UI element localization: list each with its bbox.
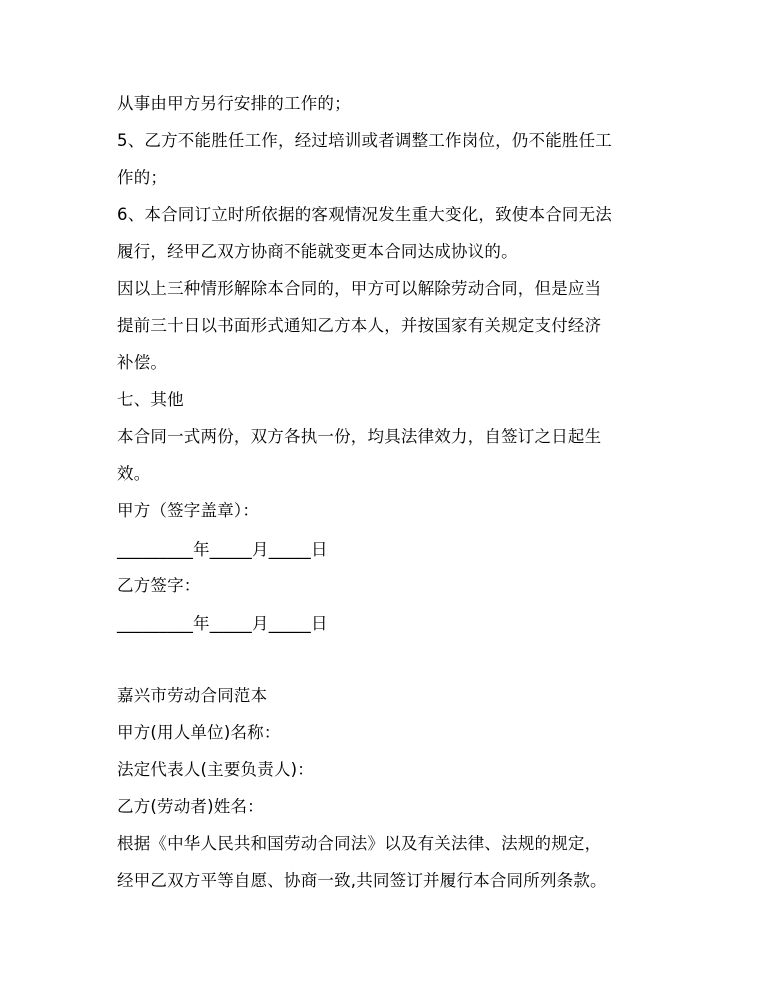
contract-title: 嘉兴市劳动合同范本 bbox=[117, 686, 268, 705]
text-line-6: 因以上三种情形解除本合同的，甲方可以解除劳动合同，但是应当 bbox=[117, 279, 602, 298]
employee-name-label: 乙方(劳动者)姓名： bbox=[117, 797, 264, 816]
text-line-1: 从事由甲方另行安排的工作的； bbox=[117, 94, 351, 113]
party-b-date-line: _________年_____月_____日 bbox=[117, 614, 328, 633]
text-line-4: 6、本合同订立时所依据的客观情况发生重大变化，致使本合同无法 bbox=[117, 205, 612, 224]
text-line-20: 根据《中华人民共和国劳动合同法》以及有关法律、法规的规定， bbox=[117, 834, 602, 853]
party-a-date-line: _________年_____月_____日 bbox=[117, 540, 328, 559]
legal-representative-label: 法定代表人(主要负责人)： bbox=[117, 760, 314, 779]
text-line-7: 提前三十日以书面形式通知乙方本人，并按国家有关规定支付经济 bbox=[117, 316, 602, 335]
text-line-5: 履行，经甲乙双方协商不能就变更本合同达成协议的。 bbox=[117, 242, 518, 261]
text-line-3: 作的； bbox=[117, 168, 168, 187]
text-line-2: 5、乙方不能胜任工作，经过培训或者调整工作岗位，仍不能胜任工 bbox=[117, 131, 612, 150]
section-heading-other: 七、其他 bbox=[117, 390, 184, 409]
party-a-signature-label: 甲方（签字盖章）： bbox=[117, 501, 260, 520]
employer-name-label: 甲方(用人单位)名称： bbox=[117, 723, 281, 742]
text-line-21: 经甲乙双方平等自愿、协商一致,共同签订并履行本合同所列条款。 bbox=[117, 871, 607, 890]
text-line-11: 效。 bbox=[117, 464, 151, 483]
text-line-10: 本合同一式两份，双方各执一份，均具法律效力，自签订之日起生 bbox=[117, 427, 602, 446]
text-line-8: 补偿。 bbox=[117, 353, 168, 372]
party-b-signature-label: 乙方签字： bbox=[117, 576, 201, 595]
